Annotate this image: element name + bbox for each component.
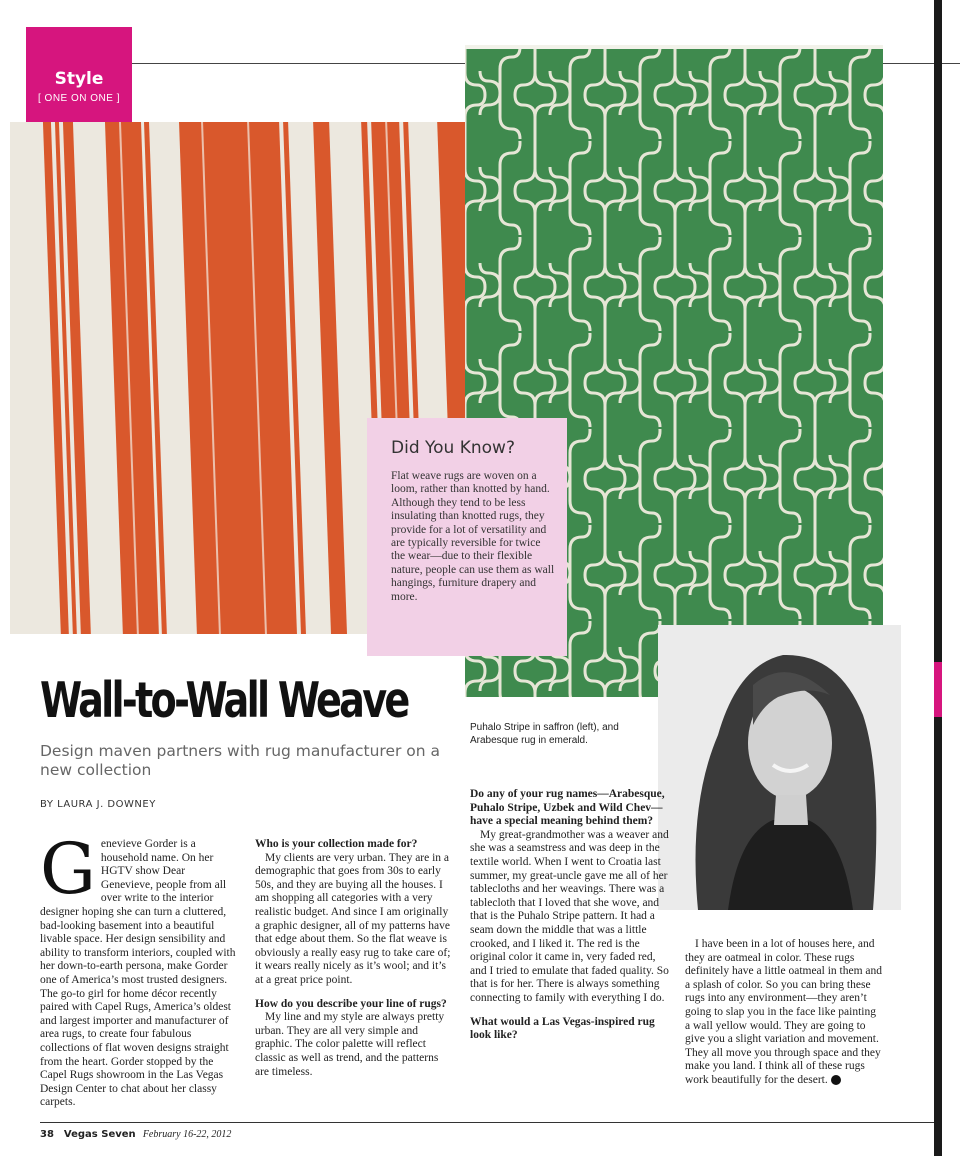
portrait-photo: [658, 625, 901, 910]
publication-name: Vegas Seven: [63, 1129, 136, 1140]
drop-cap: G: [40, 828, 96, 910]
page-edge-bar: [934, 0, 942, 1156]
article-byline: BY LAURA J. DOWNEY: [40, 799, 156, 810]
section-subtitle: [ ONE ON ONE ]: [37, 93, 120, 104]
photo-caption: Puhalo Stripe in saffron (left), and Arabesque rug in emerald.: [470, 722, 619, 746]
page-edge-accent: [934, 662, 942, 717]
page-footer: [40, 1129, 231, 1140]
answer-1: My clients are very urban. They are in a demographic that goes from 30s to early 50s, and they are buying all the houses. I am shopping all categories with a very realistic budget. And since I am originally a graphic designer, all of my patterns have that edge about them. So the flat weave is obviously a really easy rug to take care of; it wears really nicely as it’s wool; and it’s at a great price point.: [255, 851, 451, 986]
question-3: Do any of your rug names—Arabesque, Puhalo Stripe, Uzbek and Wild Chev—have a special meaning behind them?: [470, 788, 665, 828]
section-title: Style: [54, 69, 104, 89]
did-you-know-text: Flat weave rugs are woven on a loom, rather than knotted by hand. Although they tend to be less insulating than knotted rugs, they provide for a lot of versatility and are typically reversible for twice the wear—due to their flexible nature, people can use them as wall hangings, furniture drapery and more.: [391, 470, 555, 603]
article-headline: Wall-to-Wall Weave: [40, 672, 408, 729]
question-1: Who is your collection made for?: [255, 838, 418, 850]
article-column-4: [685, 938, 883, 1088]
article-column-2: [255, 838, 455, 1079]
issue-date: February 16-22, 2012: [142, 1129, 232, 1140]
section-label: [26, 27, 132, 131]
article-intro: enevieve Gorder is a household name. On her HGTV show Dear Genevieve, people from all over write to the interior designer hoping she can turn a cluttered, bad-looking basement into a beautiful livable space. Her design sensibility and ability to transform interiors, coupled with her down-to-earth persona, make Gorder one of America’s most trusted designers. The go-to girl for home décor recently paired with Capel Rugs, America’s oldest and largest importer and manufacturer of area rugs, to create four fabulous collections of flat woven designs straight from the heart. Gorder stopped by the Capel Rugs showroom in the Las Vegas Design Center to chat about her classy carpets.: [40, 838, 236, 1109]
did-you-know-box: [367, 418, 567, 656]
question-4: What would a Las Vegas-inspired rug look like?: [470, 1015, 655, 1042]
page-number: 38: [40, 1129, 54, 1140]
answer-2: My line and my style are always pretty urban. They are all very simple and graphic. The color palette will reflect classic as well as trend, and the patterns are timeless.: [255, 1011, 445, 1078]
article-column-1: [40, 828, 238, 1110]
answer-3: My great-grandmother was a weaver and she was a seamstress and was deep in the textile world. When I went to Croatia last summer, my great-uncle gave me all of her tablecloths and her weavings. There was a tablecloth that I loved that she wove, and that is the Puhalo Stripe pattern. It had a seam down the middle that was a little crooked, and I liked it. The red is the original color it came in, very faded red, and I tried to emulate that faded quality. So that is for her. There is always something connecting to family with everything I do.: [470, 828, 669, 1004]
did-you-know-title: Did You Know?: [391, 438, 515, 458]
article-deck: Design maven partners with rug manufacturer on a new collection: [40, 742, 441, 779]
footer-rule: [40, 1122, 934, 1123]
answer-4: I have been in a lot of houses here, and they are oatmeal in color. These rugs definitely have a little oatmeal in them and a splash of color. So you can bring these rugs into any environment—they aren’t going to slap you in the face like painting a wall yellow would. They are going to give you a slight variation and movement. They all move you through space and they make you land. I think all of these rugs work beautifully for the desert.: [685, 938, 883, 1086]
question-2: How do you describe your line of rugs?: [255, 997, 447, 1010]
article-column-3: [470, 788, 670, 1043]
end-mark-icon: 7: [831, 1075, 841, 1085]
portrait-graphic: [658, 625, 901, 910]
